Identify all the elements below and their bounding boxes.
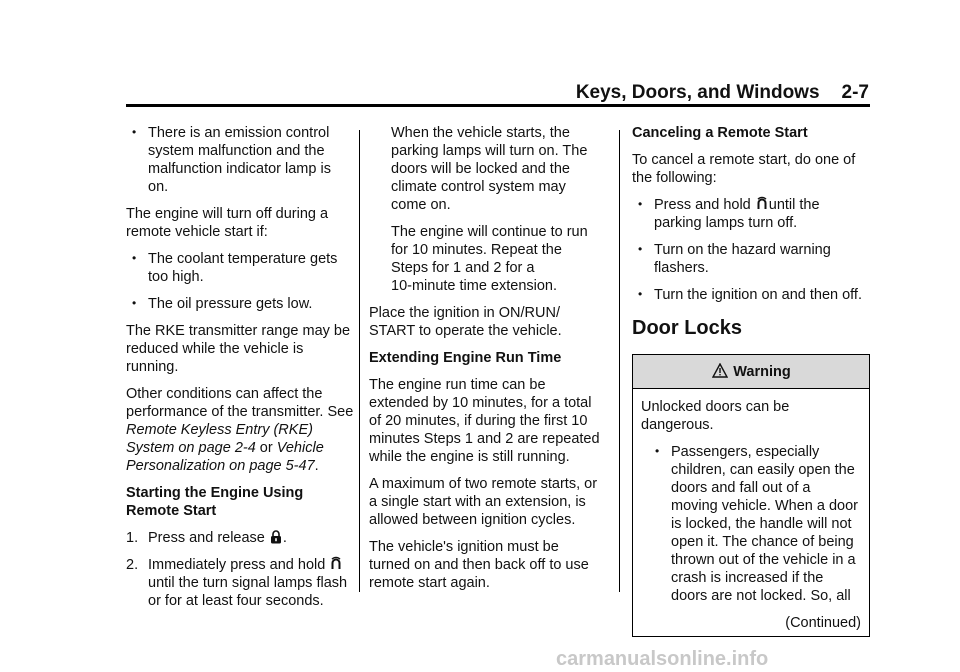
paragraph-continue-run: The engine will continue to run for 10 minutes. Repeat the Steps for 1 and 2 for a 10‑minute time extension. bbox=[391, 224, 588, 294]
watermark: carmanualsonline.info bbox=[556, 648, 769, 670]
warning-box bbox=[632, 354, 870, 637]
lock-icon bbox=[270, 530, 282, 544]
step-1: 1. Press and release . bbox=[126, 530, 287, 546]
warning-triangle-icon bbox=[712, 363, 728, 378]
bullet-hazard: • Turn on the hazard warning flashers. bbox=[638, 241, 870, 277]
bullet-ignition-off: • Turn the ignition on and then off. bbox=[638, 286, 870, 304]
warning-header bbox=[633, 355, 869, 389]
bullet-press-hold: • Press and hold until the parking lamps turn off. bbox=[638, 196, 870, 232]
step-2-continuation: until the turn signal lamps flash or for at least four seconds. bbox=[148, 575, 348, 609]
section-door-locks: Door Locks bbox=[632, 317, 743, 339]
remote-start-icon bbox=[756, 196, 768, 211]
heading-starting-engine: Starting the Engine Using Remote Start bbox=[126, 485, 304, 519]
column-1 bbox=[126, 124, 354, 619]
continued-label: (Continued) bbox=[785, 615, 861, 631]
paragraph-vehicle-starts: When the vehicle starts, the parking lamps will turn on. The doors will be locked and the climate control system may come on. bbox=[391, 125, 588, 213]
bullet-emission: • There is an emission control system malfunction and the malfunction indicator lamp is on. bbox=[132, 124, 354, 196]
paragraph-range: The RKE transmitter range may be reduced while the vehicle is running. bbox=[126, 323, 351, 375]
warning-intro: Unlocked doors can be dangerous. bbox=[641, 399, 790, 433]
heading-extending-run-time: Extending Engine Run Time bbox=[369, 350, 562, 366]
warning-body bbox=[633, 389, 869, 636]
bullet-coolant: • The coolant temperature gets too high. bbox=[132, 250, 354, 286]
paragraph-maximum: A maximum of two remote starts, or a single start with an extension, is allowed between ignition cycles. bbox=[369, 476, 598, 528]
remote-start-icon bbox=[330, 556, 342, 571]
page-number: 2-7 bbox=[841, 82, 869, 103]
warning-bullet: • Passengers, especially children, can easily open the doors and fall out of a moving vehicle. When a door is locked, the handle will not open it. The chance of being thrown out of the vehicle in a crash is increased if the doors are not locked. So, all bbox=[655, 443, 861, 605]
paragraph-turn-off: The engine will turn off during a remote vehicle start if: bbox=[126, 206, 329, 240]
paragraph-extend: The engine run time can be extended by 10 minutes, for a total of 20 minutes, if during the first 10 minutes Steps 1 and 2 are repeated while the engine is still running. bbox=[369, 377, 600, 465]
link-rke[interactable]: Remote Keyless Entry (RKE) System on page 2‑4 bbox=[126, 422, 313, 456]
paragraph-other-conditions: Other conditions can affect the performance of the transmitter. See Remote Keyless Entry (RKE) System on page 2‑4 or Vehicle Personalization on page 5‑47. bbox=[126, 386, 354, 474]
warning-title: Warning bbox=[733, 364, 791, 380]
link-personalization[interactable]: Vehicle Personalization on page 5‑47 bbox=[126, 440, 324, 474]
column-3 bbox=[632, 124, 870, 637]
bullet-oil: • The oil pressure gets low. bbox=[132, 295, 354, 313]
section-title: Keys, Doors, and Windows bbox=[575, 82, 820, 103]
step-2: 2. Immediately press and hold until the turn signal lamps flash or for at least four seconds. bbox=[126, 556, 354, 610]
header-rule bbox=[126, 104, 870, 107]
column-2 bbox=[369, 124, 601, 601]
paragraph-place-ignition: Place the ignition in ON/RUN/ START to operate the vehicle. bbox=[369, 305, 562, 339]
paragraph-ignition-cycle: The vehicle's ignition must be turned on and then back off to use remote start again. bbox=[369, 539, 589, 591]
column-divider-2 bbox=[619, 130, 620, 592]
page-header bbox=[372, 82, 869, 104]
paragraph-cancel: To cancel a remote start, do one of the following: bbox=[632, 152, 856, 186]
column-divider-1 bbox=[359, 130, 360, 592]
heading-canceling: Canceling a Remote Start bbox=[632, 125, 808, 141]
